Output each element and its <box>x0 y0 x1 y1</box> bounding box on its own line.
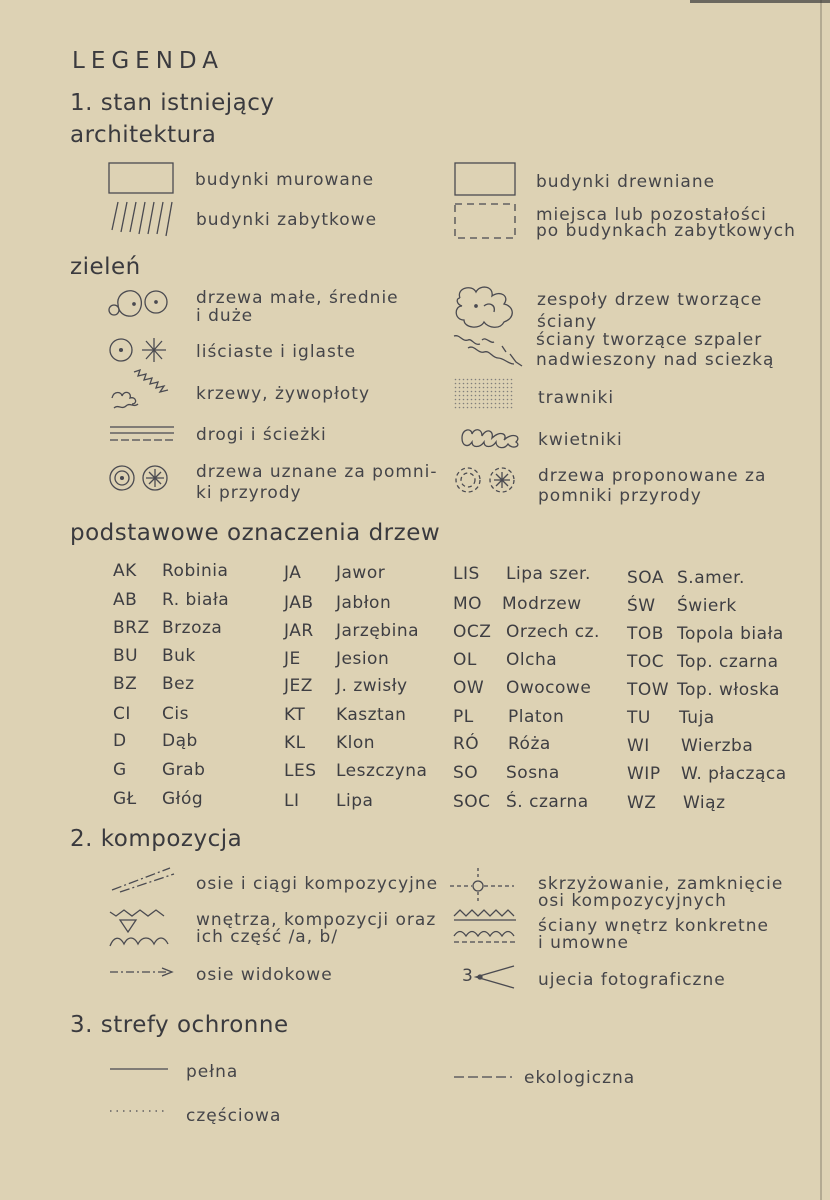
tree-code: JE <box>284 649 301 669</box>
tree-code: ŚW <box>627 596 656 616</box>
tree-code: MO <box>453 594 483 614</box>
section2-heading: 2. kompozycja <box>70 826 243 852</box>
tree-name: Olcha <box>506 650 558 670</box>
photo-viewpoint-symbol <box>474 962 524 990</box>
tree-code: JAR <box>284 621 314 641</box>
tree-name: Top. czarna <box>677 652 779 672</box>
tree-code: WZ <box>627 793 657 813</box>
legend-label-historic: budynki zabytkowe <box>196 210 378 230</box>
lawns-dotted-symbol <box>454 378 516 412</box>
legend-label-types: liściaste i iglaste <box>196 342 356 362</box>
tree-code: SO <box>453 763 479 783</box>
legend-label-full: pełna <box>186 1062 239 1082</box>
tree-code: SOC <box>453 792 491 812</box>
tree-sizes-symbol <box>108 282 174 322</box>
legend-label-groups-2: ściany <box>537 312 598 332</box>
architecture-heading: architektura <box>70 122 217 148</box>
legend-label-proposed-1: drzewa proponowane za <box>538 466 767 486</box>
legend-label-walls-1: ściany wnętrz konkretne <box>538 916 769 936</box>
tree-name: S.amer. <box>677 568 745 588</box>
tree-code: WIP <box>627 764 661 784</box>
tree-code: TOB <box>627 624 664 644</box>
tree-name: Owocowe <box>506 678 592 698</box>
tree-name: Lipa szer. <box>506 564 591 584</box>
greenery-heading: zieleń <box>70 254 141 280</box>
tree-groups-symbol <box>454 284 524 330</box>
tree-name: Klon <box>336 733 376 753</box>
legend-label-proposed-2: pomniki przyrody <box>538 486 702 506</box>
legend-label-photos: ujecia fotograficzne <box>538 970 726 990</box>
tree-name: Jarzębina <box>336 621 420 641</box>
tree-code: SOA <box>627 568 665 588</box>
tree-name: Modrzew <box>502 594 582 614</box>
legend-label-avenue-2: nadwieszony nad sciezką <box>536 350 775 370</box>
tree-name: Głóg <box>162 789 204 809</box>
tree-code: AB <box>113 590 138 610</box>
tree-name: Kasztan <box>336 705 407 725</box>
tree-codes-heading: podstawowe oznaczenia drzew <box>70 520 441 546</box>
tree-code: LIS <box>453 564 480 584</box>
legend-label-monuments-2: ki przyrody <box>196 483 302 503</box>
tree-code: JA <box>284 563 302 583</box>
tree-code: JAB <box>284 593 314 613</box>
tree-name: Brzoza <box>162 618 223 638</box>
interior-walls-symbol <box>452 908 522 948</box>
historic-remains-dashed-symbol <box>454 202 518 242</box>
tree-code: CI <box>113 704 131 724</box>
legend-label-trees-2: i duże <box>196 306 254 326</box>
tree-name: Bez <box>162 674 195 694</box>
tree-code: LES <box>284 761 317 781</box>
tree-code: G <box>113 760 127 780</box>
legend-label-lawns: trawniki <box>538 388 615 408</box>
tree-name: Buk <box>162 646 196 666</box>
tree-name: Lipa <box>336 791 374 811</box>
tree-name: Platon <box>508 707 565 727</box>
tree-code: KT <box>284 705 306 725</box>
historic-building-hatch-symbol <box>110 200 180 240</box>
tree-name: Topola biała <box>677 624 784 644</box>
tree-name: Wierzba <box>681 736 754 756</box>
legend-label-partial: częściowa <box>186 1106 282 1126</box>
natural-monuments-symbol <box>108 462 178 494</box>
tree-code: TOC <box>627 652 665 672</box>
legend-label-brick: budynki murowane <box>195 170 375 190</box>
ecological-zone-line-symbol <box>452 1074 516 1080</box>
legend-label-trees-1: drzewa małe, średnie <box>196 288 399 308</box>
legend-label-remains-2: po budynkach zabytkowych <box>536 221 796 241</box>
tree-code: BU <box>113 646 139 666</box>
tree-name: Grab <box>162 760 206 780</box>
interiors-symbol <box>106 906 180 950</box>
legend-title: LEGENDA <box>72 48 224 74</box>
tree-code: RÓ <box>453 734 480 754</box>
tree-name: Sosna <box>506 763 560 783</box>
legend-label-crossing-2: osi kompozycyjnych <box>538 891 727 911</box>
tree-name: Jabłon <box>336 593 392 613</box>
legend-label-roads: drogi i ścieżki <box>196 425 327 445</box>
roads-paths-symbol <box>108 424 178 444</box>
tree-name: Róża <box>508 734 551 754</box>
tree-code: GŁ <box>113 789 137 809</box>
brick-building-symbol <box>108 162 174 196</box>
section1-heading: 1. stan istniejący <box>70 90 275 116</box>
full-zone-line-symbol <box>108 1066 172 1072</box>
tree-name: Świerk <box>677 596 737 616</box>
tree-name: Cis <box>162 704 189 724</box>
legend-label-ecological: ekologiczna <box>524 1068 636 1088</box>
tree-code: KL <box>284 733 306 753</box>
axis-crossing-symbol <box>448 866 520 906</box>
deciduous-coniferous-symbol <box>108 334 178 366</box>
tree-name: Tuja <box>679 708 715 728</box>
tree-code: AK <box>113 561 137 581</box>
tree-code: OL <box>453 650 477 670</box>
shrubs-hedges-symbol <box>108 368 178 412</box>
legend-label-remains-1: miejsca lub pozostałości <box>536 205 767 225</box>
legend-label-view-axes: osie widokowe <box>196 965 333 985</box>
tree-code: BZ <box>113 674 138 694</box>
composition-axes-symbol <box>108 864 178 894</box>
view-axes-symbol <box>108 962 180 982</box>
legend-label-interiors-1: wnętrza, kompozycji oraz <box>196 910 437 930</box>
legend-label-interiors-2: ich część /a, b/ <box>196 927 339 947</box>
partial-zone-line-symbol <box>108 1108 172 1114</box>
tree-name: Jesion <box>336 649 390 669</box>
tree-code: PL <box>453 707 474 727</box>
photo-number: 3 <box>462 966 474 986</box>
legend-label-walls-2: i umowne <box>538 933 629 953</box>
tree-code: WI <box>627 736 650 756</box>
tree-code: LI <box>284 791 300 811</box>
flowerbeds-symbol <box>460 426 530 450</box>
tree-name: Top. włoska <box>677 680 780 700</box>
paper-edge <box>820 0 822 1200</box>
tree-name: Ś. czarna <box>506 792 589 812</box>
section3-heading: 3. strefy ochronne <box>70 1012 289 1038</box>
tree-name: W. płacząca <box>681 764 787 784</box>
tree-name: J. zwisły <box>336 676 408 696</box>
legend-label-wooden: budynki drewniane <box>536 172 716 192</box>
tree-name: Orzech cz. <box>506 622 600 642</box>
legend-label-monuments-1: drzewa uznane za pomni- <box>196 462 438 482</box>
tree-avenue-symbol <box>452 332 526 372</box>
tree-name: Leszczyna <box>336 761 428 781</box>
legend-label-crossing-1: skrzyżowanie, zamknięcie <box>538 874 784 894</box>
legend-label-avenue-1: ściany tworzące szpaler <box>536 330 763 350</box>
tree-name: Robinia <box>162 561 229 581</box>
legend-label-groups-1: zespoły drzew tworzące <box>537 290 763 310</box>
tree-code: JEZ <box>284 676 313 696</box>
paper-top-line <box>690 0 830 3</box>
legend-label-axes: osie i ciągi kompozycyjne <box>196 874 439 894</box>
tree-code: TOW <box>627 680 670 700</box>
tree-name: Jawor <box>336 563 386 583</box>
tree-name: R. biała <box>162 590 230 610</box>
legend-label-flowerbeds: kwietniki <box>538 430 623 450</box>
proposed-monuments-symbol <box>452 464 522 498</box>
tree-name: Dąb <box>162 731 198 751</box>
tree-code: TU <box>627 708 651 728</box>
tree-code: OW <box>453 678 485 698</box>
legend-label-shrubs: krzewy, żywopłoty <box>196 384 371 404</box>
wooden-building-symbol <box>454 162 516 198</box>
tree-code: D <box>113 731 127 751</box>
tree-code: BRZ <box>113 618 150 638</box>
tree-code: OCZ <box>453 622 492 642</box>
tree-name: Wiąz <box>683 793 726 813</box>
